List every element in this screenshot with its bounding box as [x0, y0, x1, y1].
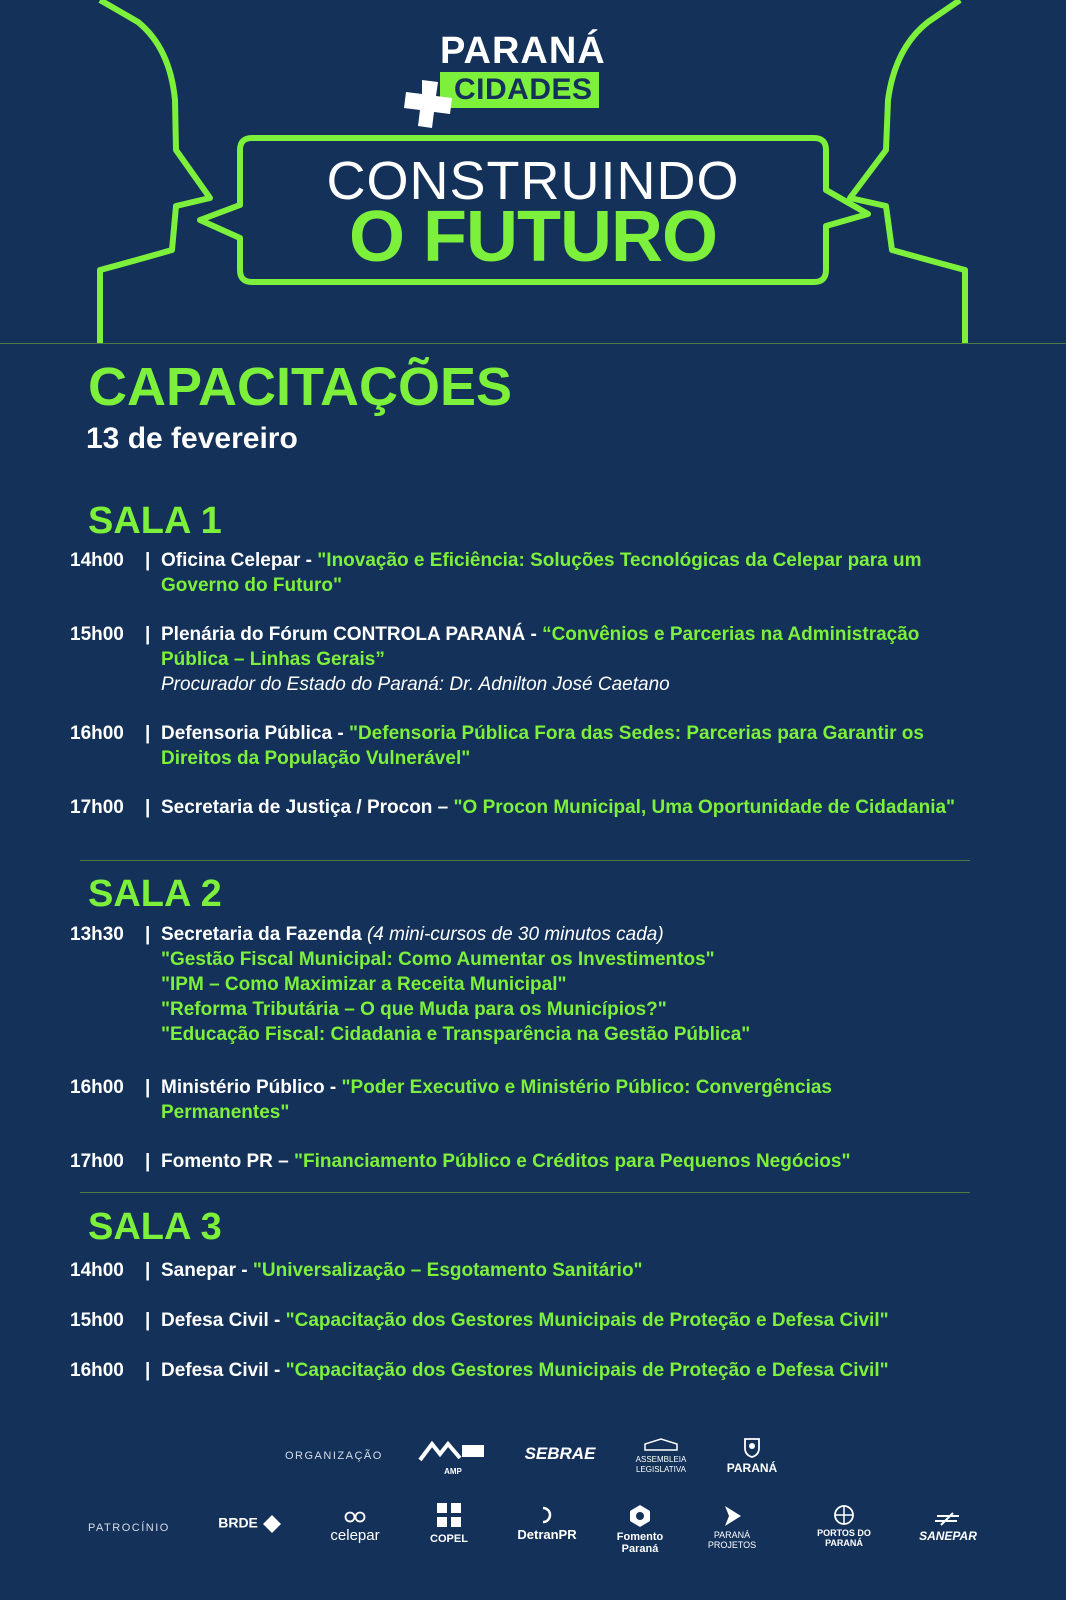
parana-gov-logo: PARANÁ: [720, 1436, 784, 1475]
session-org: Defesa Civil -: [161, 1360, 286, 1381]
session-time: 16h00: [70, 723, 124, 744]
session-description: [161, 1308, 961, 1333]
session-topic: "Poder Executivo e Ministério Público: Convergências Permanentes": [161, 1077, 832, 1123]
fomento-mark-icon: [628, 1504, 652, 1528]
session-time: 16h00: [70, 1360, 124, 1381]
separator: |: [145, 797, 151, 818]
separator: |: [145, 1360, 151, 1381]
copel-mark-icon: [434, 1500, 464, 1530]
mini-course: "Reforma Tributária – O que Muda para os Municípios?": [161, 999, 667, 1020]
separator: |: [145, 1260, 151, 1281]
session-org: Plenária do Fórum CONTROLA PARANÁ -: [161, 624, 543, 645]
session-time: 14h00: [70, 550, 124, 571]
separator: |: [145, 550, 151, 571]
brde-mark-icon: [262, 1514, 282, 1534]
sanepar-mark-icon: [933, 1512, 963, 1526]
title-line-1: CONSTRUINDO: [326, 151, 740, 211]
session-topic: "Inovação e Eficiência: Soluções Tecnológicas da Celepar para um Governo do Futuro": [161, 550, 922, 596]
session-description: [161, 1258, 961, 1283]
brde-logo: BRDE: [212, 1514, 288, 1534]
title-line-2: O FUTURO: [349, 197, 717, 277]
copel-logo: COPEL: [424, 1500, 474, 1545]
session-description: [161, 1149, 961, 1174]
separator: |: [145, 624, 151, 645]
session-description: [161, 1358, 961, 1383]
organizacao-label: ORGANIZAÇÃO: [285, 1450, 383, 1462]
sanepar-logo: SANEPAR: [912, 1512, 984, 1543]
session-topic: "Capacitação dos Gestores Municipais de Proteção e Defesa Civil": [285, 1310, 889, 1331]
header-divider: [0, 343, 1066, 344]
session-org: Secretaria de Justiça / Procon –: [161, 797, 454, 818]
session-time: 13h30: [70, 924, 124, 945]
header: [0, 0, 1066, 344]
room-divider: [80, 1192, 970, 1193]
session-time: 17h00: [70, 797, 124, 818]
room-title: SALA 2: [88, 873, 222, 915]
celepar-mark-icon: [342, 1511, 368, 1523]
plus-icon: [400, 74, 460, 134]
amp-mark-icon: [418, 1440, 488, 1462]
session-topic: "Defensoria Pública Fora das Sedes: Parcerias para Garantir os Direitos da População Vulnerável": [161, 723, 924, 769]
parana-cidades-logo: [400, 30, 640, 120]
separator: |: [145, 1077, 151, 1098]
room-divider: [80, 860, 970, 861]
building-icon: [641, 1438, 681, 1452]
parana-projetos-logo: PARANÁ PROJETOS: [700, 1504, 764, 1550]
separator: |: [145, 924, 151, 945]
session-org: Defesa Civil -: [161, 1310, 286, 1331]
session-topic: "Universalização – Esgotamento Sanitário": [252, 1260, 643, 1281]
session-org: Secretaria da Fazenda: [161, 924, 367, 945]
session-topic: “Convênios e Parcerias na Administração Pública – Linhas Gerais”: [161, 624, 920, 670]
portos-logo: PORTOS DO PARANÁ: [804, 1504, 884, 1548]
brand-top-text: PARANÁ: [440, 30, 606, 72]
room-title: SALA 3: [88, 1206, 222, 1248]
session-speaker: Procurador do Estado do Paraná: Dr. Adnilton José Caetano: [161, 674, 670, 695]
patrocinio-label: PATROCÍNIO: [88, 1522, 170, 1534]
portos-mark-icon: [831, 1504, 857, 1526]
session-org: Defensoria Pública -: [161, 723, 349, 744]
session-time: 17h00: [70, 1151, 124, 1172]
projetos-mark-icon: [719, 1504, 745, 1528]
session-time: 15h00: [70, 624, 124, 645]
mini-course: "Educação Fiscal: Cidadania e Transparência na Gestão Pública": [161, 1024, 751, 1045]
section-date: 13 de fevereiro: [86, 422, 298, 455]
amp-logo: AMP: [418, 1440, 488, 1476]
session-description: [161, 1075, 961, 1125]
session-topic: "Capacitação dos Gestores Municipais de Proteção e Defesa Civil": [285, 1360, 889, 1381]
session-org: Fomento PR –: [161, 1151, 295, 1172]
session-time: 15h00: [70, 1310, 124, 1331]
mini-course: "IPM – Como Maximizar a Receita Municipal": [161, 974, 567, 995]
session-description: [161, 548, 961, 598]
coat-of-arms-icon: [741, 1436, 763, 1458]
section-title: CAPACITAÇÕES: [88, 357, 513, 417]
session-time: 16h00: [70, 1077, 124, 1098]
session-time: 14h00: [70, 1260, 124, 1281]
celepar-logo: celepar: [322, 1510, 388, 1544]
separator: |: [145, 723, 151, 744]
session-org: Ministério Público -: [161, 1077, 342, 1098]
room-title: SALA 1: [88, 500, 222, 542]
detran-mark-icon: [538, 1506, 556, 1524]
separator: |: [145, 1151, 151, 1172]
session-topic: "O Procon Municipal, Uma Oportunidade de Cidadania": [453, 797, 956, 818]
session-org: Oficina Celepar -: [161, 550, 318, 571]
mini-course: "Gestão Fiscal Municipal: Como Aumentar os Investimentos": [161, 949, 715, 970]
session-description: [161, 622, 961, 697]
session-note: (4 mini-cursos de 30 minutos cada): [366, 924, 664, 945]
session-description: [161, 922, 961, 1047]
brand-bottom-text: CIDADES: [440, 72, 599, 108]
session-topic: "Financiamento Público e Créditos para Pequenos Negócios": [294, 1151, 851, 1172]
sebrae-logo: SEBRAE: [524, 1444, 596, 1463]
fomento-logo: Fomento Paraná: [610, 1504, 670, 1555]
assembleia-logo: ASSEMBLEIA LEGISLATIVA: [630, 1438, 692, 1475]
session-org: Sanepar -: [161, 1260, 253, 1281]
session-description: [161, 795, 961, 820]
detran-logo: DetranPR: [512, 1506, 582, 1542]
separator: |: [145, 1310, 151, 1331]
session-description: [161, 721, 961, 771]
